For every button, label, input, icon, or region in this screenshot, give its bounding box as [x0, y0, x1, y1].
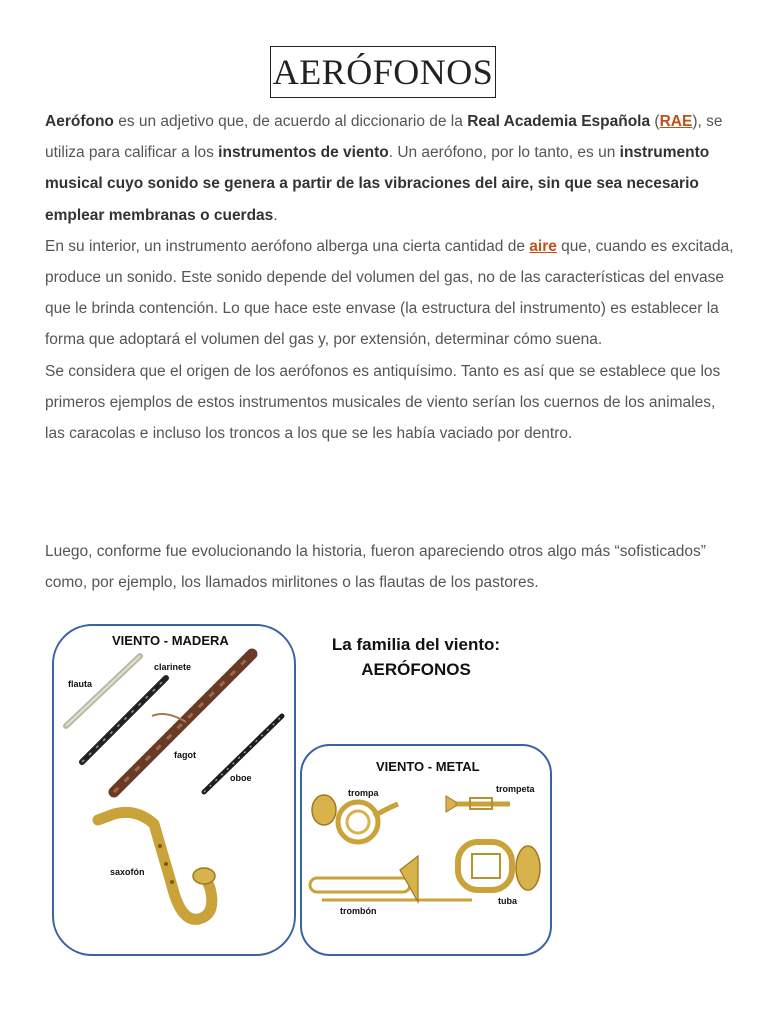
woodwind-illustration [54, 626, 294, 954]
text-span: En su interior, un instrumento aerófono alberga una cierta cantidad de [45, 237, 530, 255]
french-horn-coil [347, 811, 369, 833]
label-tuba: tuba [498, 896, 517, 906]
woodwind-title: VIENTO - MADERA [112, 633, 229, 648]
rae-link[interactable]: RAE [659, 113, 693, 130]
tuba-tubing [472, 854, 500, 878]
paragraph-2 [45, 231, 735, 356]
text-span: es un adjetivo que, de acuerdo al diccionario de la [113, 113, 468, 130]
trumpet-bell [446, 796, 456, 812]
tuba-icon [458, 842, 512, 890]
brass-title: VIENTO - METAL [376, 759, 480, 774]
french-horn-icon [338, 802, 378, 842]
body-text-block [45, 106, 735, 449]
label-clarinete: clarinete [154, 662, 192, 672]
term-rae-full: Real Academia Española [467, 113, 651, 130]
saxophone-key [164, 862, 168, 866]
trombone-icon [310, 878, 410, 892]
family-title [318, 632, 514, 682]
family-title-line-2: AERÓFONOS [361, 660, 471, 679]
paragraph-4: Luego, conforme fue evolucionando la historia, fueron apareciendo otros algo más “sofisticados” como, por ejemplo, los llamados mirlitones o las flautas de los pastores. [45, 543, 706, 592]
saxophone-bell [193, 868, 215, 884]
paragraph-1 [45, 106, 735, 231]
paragraph-3: Se considera que el origen de los aerófonos es antiquísimo. Tanto es así que se establece que los primeros ejemplos de estos instrumentos musicales de viento serían los cuernos de los animales, las caracolas e incluso los troncos a los que se les había vaciado por dentro. [45, 362, 721, 443]
text-span: que, cuando es excitada, produce un sonido. Este sonido depende del volumen del gas, no de las características del envase que le brinda contención. Lo que hace este envase (la estructura del instrumento) es establecer la forma que adoptará el volumen del gas y, por extensión, determinar cómo suena. [45, 237, 734, 349]
term-instrumentos-viento: instrumentos de viento [218, 144, 389, 162]
brass-card [300, 744, 552, 956]
text-span: ( [650, 113, 660, 130]
text-span: . [273, 206, 278, 224]
label-fagot: fagot [174, 750, 196, 760]
french-horn-bell [312, 795, 336, 825]
term-aerofono: Aerófono [45, 113, 114, 130]
brass-illustration [302, 746, 550, 954]
saxophone-key [170, 880, 174, 884]
aire-link[interactable]: aire [529, 237, 557, 255]
label-saxofon: saxofón [110, 867, 145, 877]
label-trombon: trombón [340, 906, 377, 916]
label-flauta: flauta [68, 679, 93, 689]
saxophone-icon [98, 812, 212, 919]
label-trompeta: trompeta [496, 784, 535, 794]
label-trompa: trompa [348, 788, 379, 798]
text-span: ), se utiliza para calificar a los [45, 113, 723, 162]
woodwind-card [52, 624, 296, 956]
text-span: . Un aerófono, por lo tanto, es un [388, 144, 620, 162]
tuba-bell [516, 846, 540, 890]
term-definition: instrumento musical cuyo sonido se genera a partir de las vibraciones del aire, sin que sea necesario emplear membranas o cuerdas [45, 144, 710, 224]
saxophone-key [158, 844, 162, 848]
label-oboe: oboe [230, 773, 252, 783]
page-title: AERÓFONOS [270, 46, 496, 98]
family-title-line-1: La familia del viento: [331, 635, 501, 654]
french-horn-lead [374, 804, 398, 816]
body-text-block-2 [45, 536, 735, 598]
